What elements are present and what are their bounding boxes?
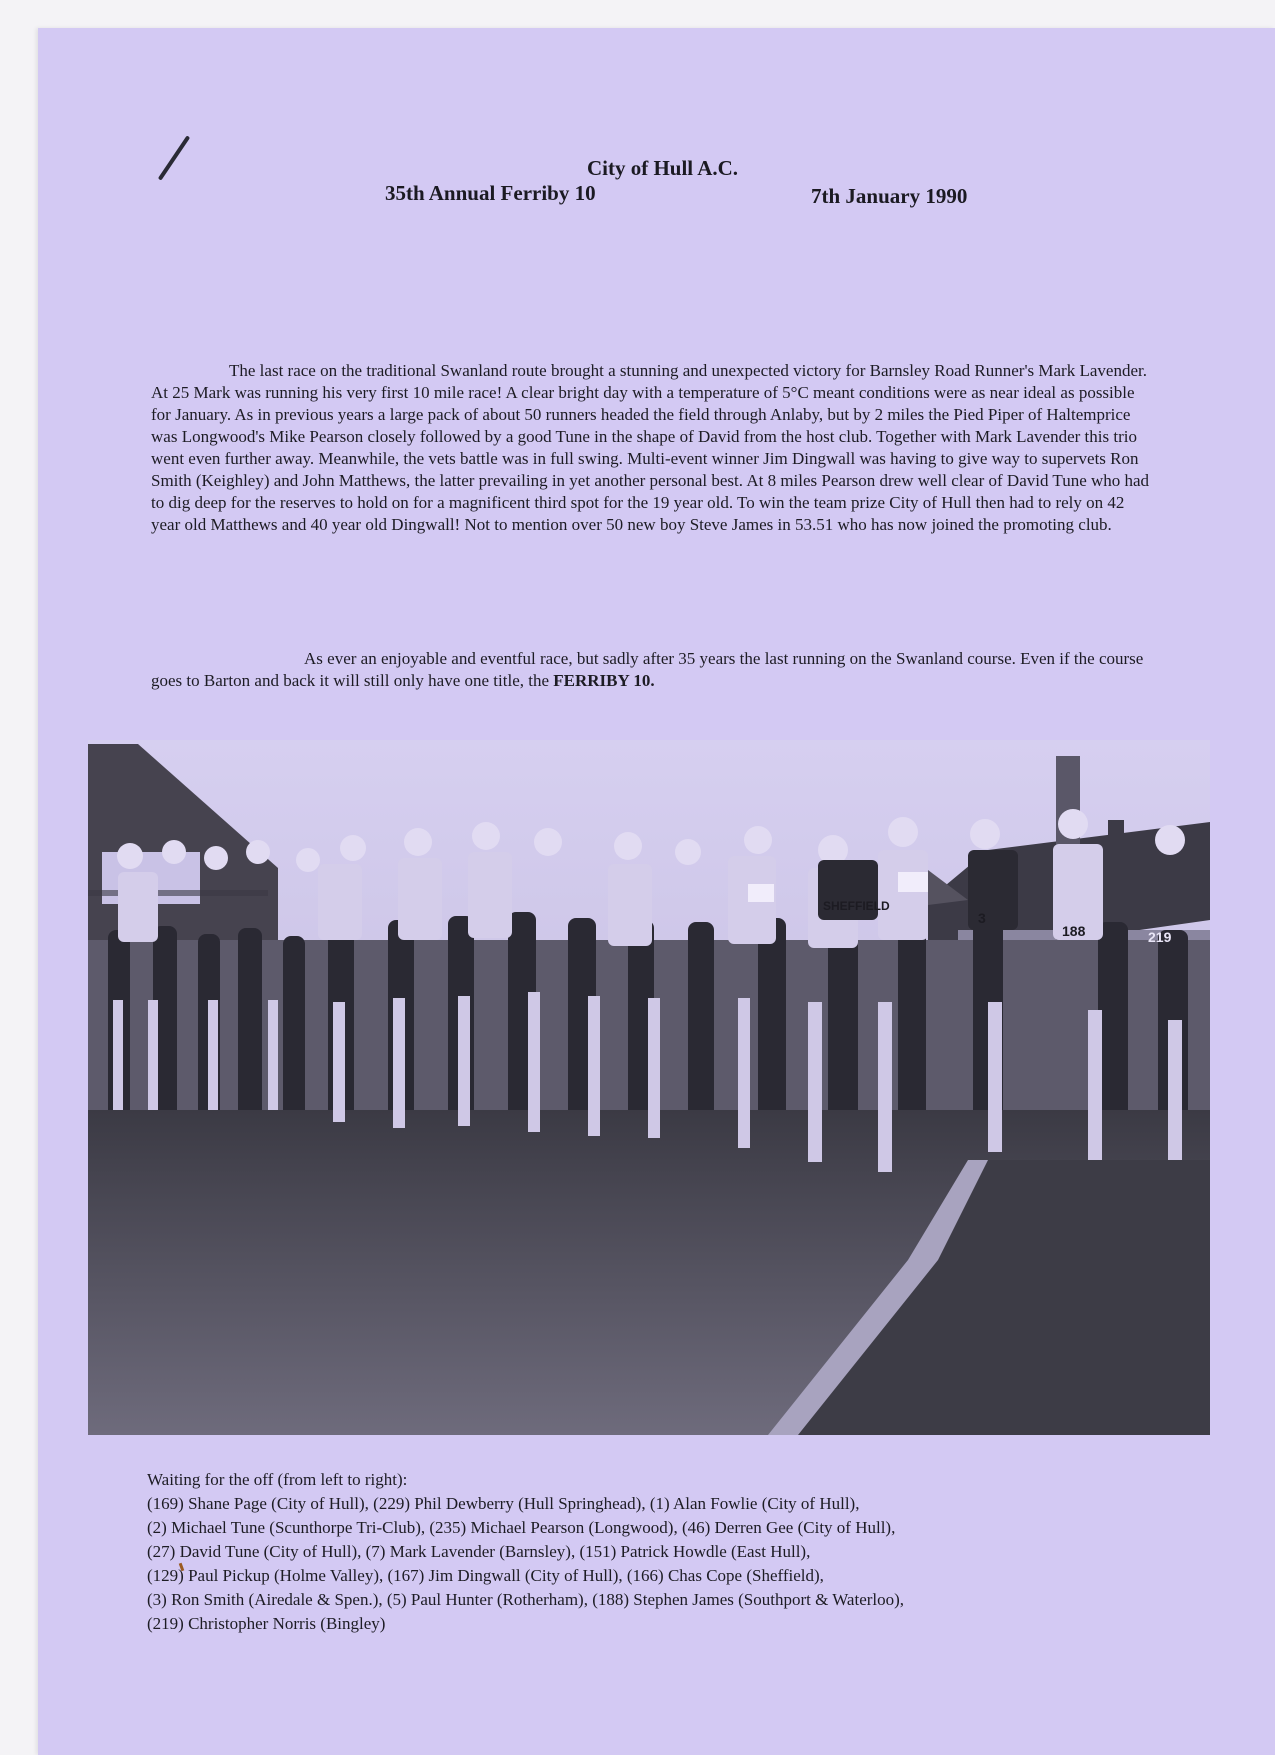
- club-title: City of Hull A.C.: [586, 156, 739, 180]
- caption-line: (2) Michael Tune (Scunthorpe Tri-Club), (235) Michael Pearson (Longwood), (46) Derren Gee (City of Hull),: [147, 1518, 896, 1537]
- bib-3: 3: [978, 910, 986, 926]
- photo-illustration: [88, 740, 1210, 1435]
- bib-188: 188: [1062, 923, 1086, 939]
- caption-line: (3) Ron Smith (Airedale & Spen.), (5) Paul Hunter (Rotherham), (188) Stephen James (Southport & Waterloo),: [147, 1590, 905, 1609]
- article-paragraph-2-text: As ever an enjoyable and eventful race, but sadly after 35 years the last running on the Swanland course. Even if the course goes to Barton and back it will still only have one title, the: [151, 649, 1144, 690]
- caption-line: (129) Paul Pickup (Holme Valley), (167) Jim Dingwall (City of Hull), (166) Chas Cope (Sheffield),: [147, 1566, 824, 1585]
- caption-line: (219) Christopher Norris (Bingley): [147, 1614, 386, 1633]
- event-title: 35th Annual Ferriby 10: [385, 181, 596, 205]
- race-start-photo: [88, 740, 1210, 1435]
- bib-sheffield: SHEFFIELD: [823, 899, 890, 913]
- article-paragraph-1: The last race on the traditional Swanland route brought a stunning and unexpected victory for Barnsley Road Runner's Mark Lavender. At 25 Mark was running his very first 10 mile race! A clear bright day with a temperature of 5°C meant conditions were as near ideal as possible for January. As in previous years a large pack of about 50 runners headed the field through Anlaby, but by 2 miles the Pied Piper of Haltemprice was Longwood's Mike Pearson closely followed by a good Tune in the shape of David from the host club. Together with Mark Lavender this trio went even further away. Meanwhile, the vets battle was in full swing. Multi-event winner Jim Dingwall was having to give way to supervets Ron Smith (Keighley) and John Matthews, the latter prevailing in yet another personal best. At 8 miles Pearson drew well clear of David Tune who had to dig deep for the reserves to hold on for a magnificent third spot for the 19 year old. To win the team prize City of Hull then had to rely on 42 year old Matthews and 40 year old Dingwall! Not to mention over 50 new boy Steve James in 53.51 who has now joined the promoting club.: [151, 361, 1150, 534]
- caption-line: (169) Shane Page (City of Hull), (229) Phil Dewberry (Hull Springhead), (1) Alan Fowlie (City of Hull),: [147, 1494, 860, 1513]
- race-name-emphasis: FERRIBY 10.: [553, 671, 655, 690]
- bib-219: 219: [1148, 929, 1172, 945]
- photo-caption: [147, 1468, 1207, 1636]
- caption-line: Waiting for the off (from left to right):: [147, 1470, 408, 1489]
- article-paragraph-2: [151, 648, 1151, 692]
- event-date: 7th January 1990: [811, 184, 968, 208]
- caption-line: (27) David Tune (City of Hull), (7) Mark Lavender (Barnsley), (151) Patrick Howdle (East Hull),: [147, 1542, 811, 1561]
